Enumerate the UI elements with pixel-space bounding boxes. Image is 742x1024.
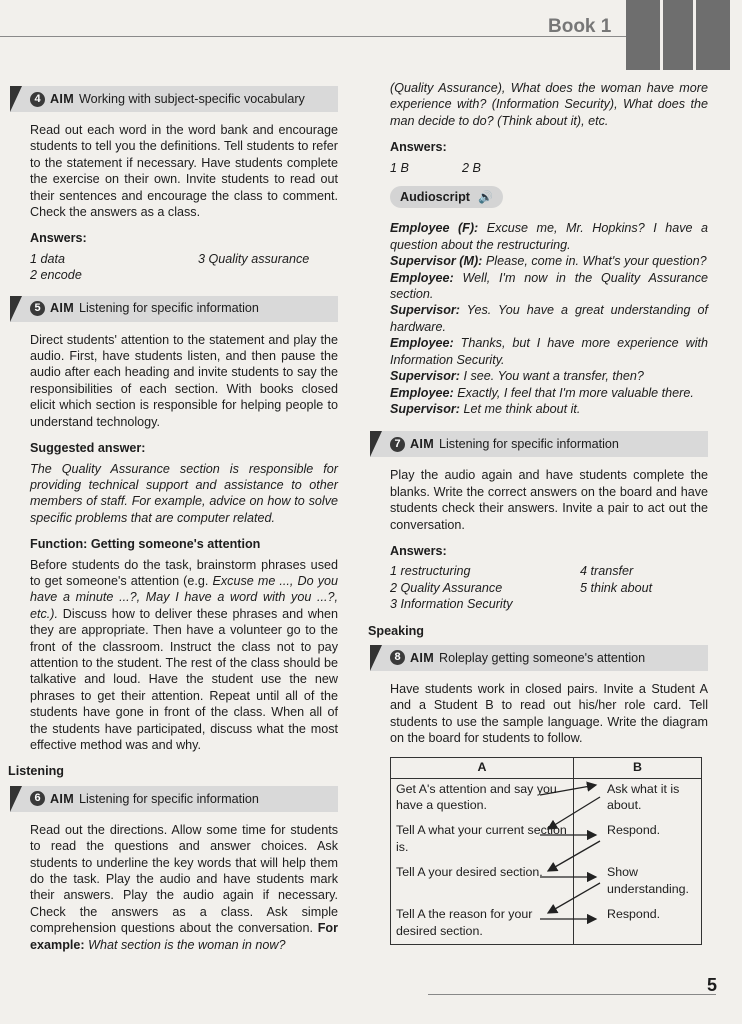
line: Yes. You have a great understanding of hardware. [390,303,708,334]
aim-title: Listening for specific information [79,301,259,316]
column-b-header: B [574,757,702,778]
right-column [368,80,709,945]
aim-label: AIM [410,437,434,452]
aim-label: AIM [50,91,74,106]
script-line [390,335,708,368]
function-text [30,557,338,754]
roleplay-diagram [390,757,702,945]
audioscript-label: Audioscript [400,190,470,205]
answers-row [30,267,338,283]
heading-wedge [10,786,22,812]
aim-heading-5 [10,296,338,322]
speaker: Employee: [390,385,454,400]
speaker: Employee (F): [390,221,479,236]
footer-rule [428,994,716,995]
arrow-a-to-b [540,785,596,795]
page-number: 5 [707,975,718,995]
header-rule [0,36,630,37]
instructions: Have students work in closed pairs. Invite a Student A and a Student B to read out his/her role card. Tell students to use the sample language. Write the diagram on the board for students to follow. [390,681,708,746]
answer-item: 2 B [462,160,481,175]
cell-a: Tell A the reason for your desired section. [391,904,574,944]
step-number: 4 [30,92,45,107]
step-number: 8 [390,650,405,665]
speaker-icon: 🔊 [477,190,493,205]
instructions: Play the audio again and have students complete the blanks. Write the correct answers on the board and have students check their answers. Invite a pair to act out the conversation. [390,468,708,532]
header-bar [663,0,693,70]
answers-label: Answers: [390,140,447,155]
example-label: For example: [30,921,338,952]
arrow-b-to-a [548,797,600,829]
aim-title: Listening for specific information [79,791,259,806]
line: Thanks, but I have more experience with Information Security. [390,336,709,367]
answers-row [390,580,708,596]
cell-b-text: Respond. [607,907,661,922]
function-label: Function: Getting someone's attention [30,537,261,552]
audioscript-badge [390,186,503,208]
function-text-part: Before students do the task, brainstorm phrases used to get someone's attention (e.g. [30,557,338,588]
continued-questions: (Quality Assurance), What does the woman have more experience with? (Information Security), What does the man decide to do? (Think about it), etc. [390,81,708,128]
aim-title: Roleplay getting someone's attention [439,650,646,665]
aim-title: Working with subject-specific vocabulary [79,91,305,106]
speaker: Supervisor: [390,369,460,384]
answers-label: Answers: [30,231,87,246]
left-column [8,86,338,963]
function-text-part: Discuss how to deliver these phrases and when they are appropriate. Then have a volunteer go to the front of the classroom. Instruct the class not to pay attention to the student. The rest of the class should be talkative and loud. Have the student use the new phrases to get their attention. Repeat until all of the students have gone in front of the class. When all of the students have participated, discuss what the most effective method was and why. [30,606,338,752]
script-line [390,220,708,253]
cell-a: Tell A what your current section is. [391,820,574,862]
cell-b-text: Ask what it is about. [607,781,680,812]
line: Exactly, I feel that I'm more valuable there. [457,385,694,400]
answer-item: 3 Information Security [390,597,513,612]
flow-arrows [390,757,702,947]
suggested-answer: The Quality Assurance section is responsible for providing technical support and assistance to other members of staff. For example, advice on how to solve specific problems that are computer related. [30,461,338,525]
answer-item: 1 data [30,251,66,266]
aim-heading-7 [370,431,708,457]
speaker: Employee: [390,336,454,351]
aim-label: AIM [410,650,434,665]
script-line [390,401,708,417]
speaker: Supervisor: [390,303,460,318]
heading-wedge [10,296,22,322]
answers-label: Answers: [390,543,447,558]
book-label: Book 1 [548,16,612,37]
answer-item: 2 Quality Assurance [390,580,503,595]
script-line [390,253,708,269]
answer-item: 4 transfer [580,564,634,579]
instructions-text: Read out the directions. Allow some time for students to read the questions and answer choices. Ask students to underline the key words that will help them do the task. Play the audio and have students mark their answers. Play the audio again if necessary. Check the answers as a class. Ask simple comprehension questions about the conversation. [30,822,338,936]
heading-wedge [370,645,382,671]
heading-wedge [370,431,382,457]
arrow-b-to-a [548,841,600,871]
line: I see. You want a transfer, then? [463,369,644,384]
line: Please, come in. What's your question? [485,254,707,269]
line: Let me think about it. [463,401,581,416]
listening-label: Listening [8,764,64,779]
line: Excuse me, Mr. Hopkins? I have a question about the restructuring. [390,221,709,252]
speaking-label: Speaking [368,623,424,638]
example-phrases: Excuse me ..., Do you have a minute ...?, May I have a word with you ...?, etc.). [30,573,338,621]
cell-b-text: Show understanding. [607,865,689,896]
script-line [390,368,708,384]
header-bar [626,0,660,70]
speaker: Supervisor (M): [390,254,483,269]
answers-row [390,596,708,612]
line: Well, I'm now in the Quality Assurance section. [390,270,709,302]
cell-b-text: Respond. [607,823,661,838]
answer-item: 3 Quality assurance [198,251,310,266]
instructions: Direct students' attention to the statement and play the audio. First, have students listen, and then pause the audio after each heading and invite students to say the responsibilities of each section. With books closed elicit which section is responsible for helping people to understand technology. [30,332,338,429]
audioscript [390,220,708,417]
step-number: 7 [390,437,405,452]
speaker: Employee: [390,270,454,285]
aim-heading-8 [370,645,708,671]
script-line [390,270,708,303]
answer-item: 1 B [390,160,409,175]
answer-item: 1 restructuring [390,564,471,579]
aim-heading-6 [10,786,338,812]
aim-heading-4 [10,86,338,112]
example-text: What section is the woman in now? [88,937,286,952]
aim-label: AIM [50,301,74,316]
answer-item: 2 encode [30,268,82,283]
aim-title: Listening for specific information [439,437,619,452]
answers-row [390,563,708,579]
answers-row [30,251,338,267]
column-a-header: A [391,757,574,778]
heading-wedge [10,86,22,112]
instructions [30,822,338,953]
answer-item: 5 think about [580,580,653,595]
cell-a: Get A's attention and say you have a question. [391,778,574,820]
speaker: Supervisor: [390,401,460,416]
step-number: 5 [30,301,45,316]
answers-row [390,160,708,176]
instructions: Read out each word in the word bank and encourage students to tell you the definitions. Tell students to refer to the statement if necessary. Have students complete the exercise on their own. Invite students to read out their sentences and encourage the class to comment. Check the answers as a class. [30,123,338,220]
script-line [390,385,708,401]
suggested-answer-label: Suggested answer: [30,441,146,456]
cell-a: Tell A your desired section. [391,862,574,904]
header-bar [696,0,730,70]
arrow-b-to-a [548,883,600,913]
script-line [390,302,708,335]
aim-label: AIM [50,791,74,806]
step-number: 6 [30,791,45,806]
